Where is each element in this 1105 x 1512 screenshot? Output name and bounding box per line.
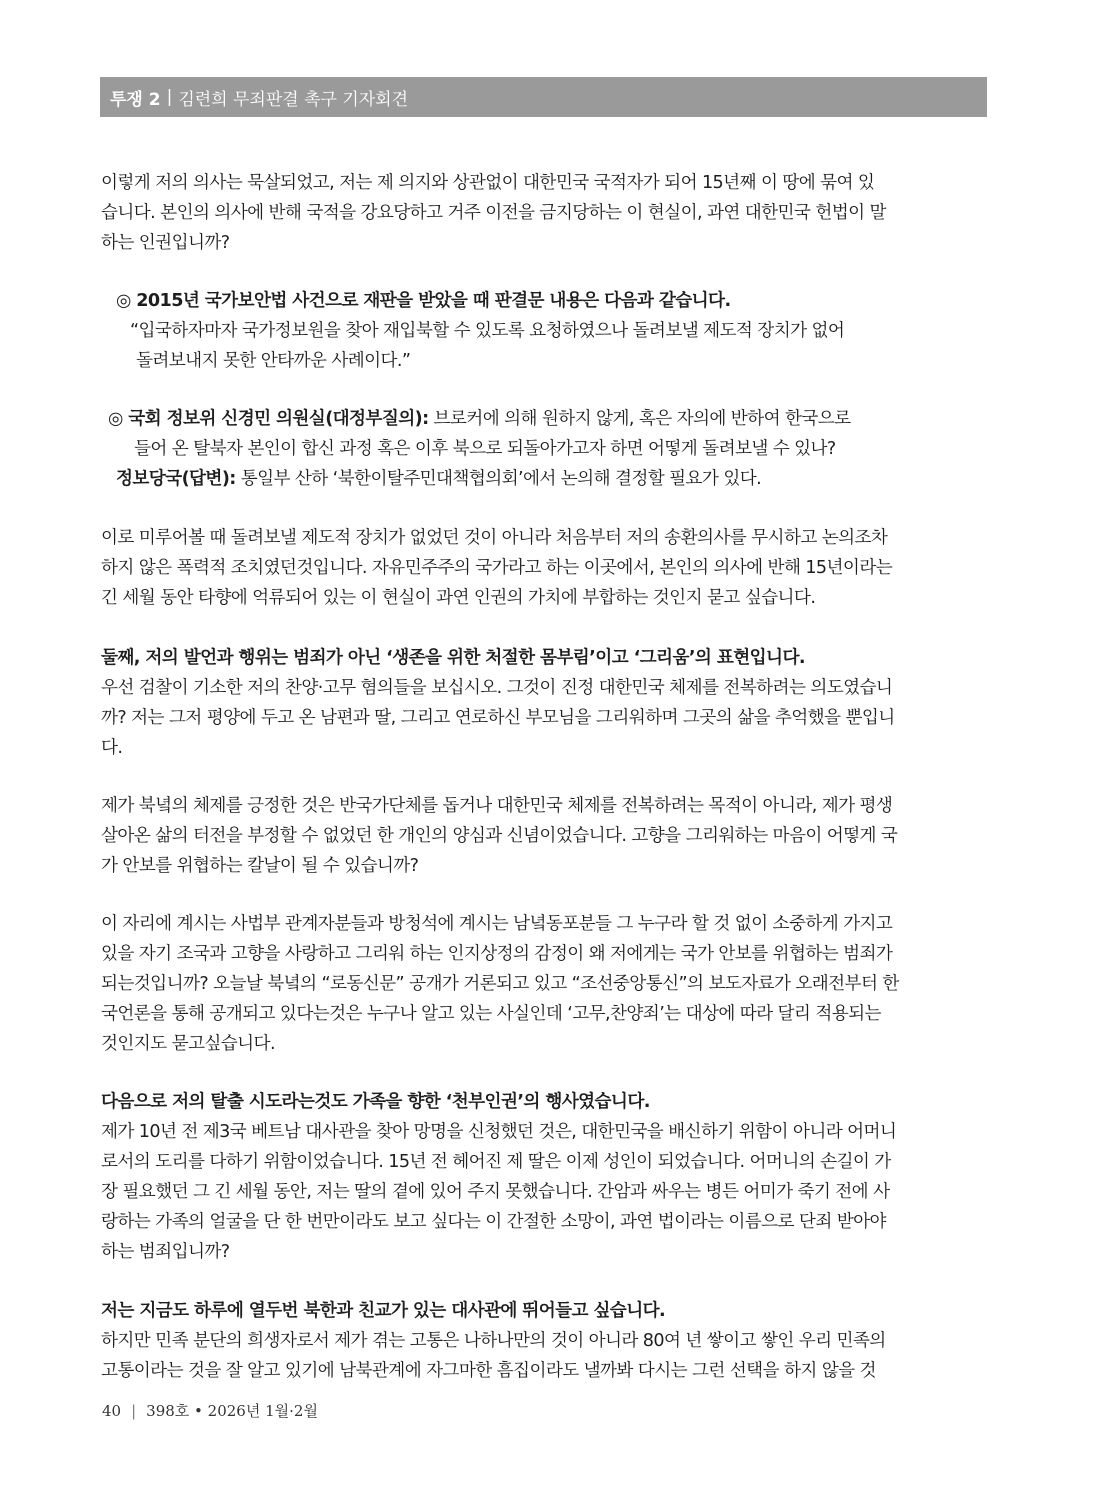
text-line: 하지 않은 폭력적 조치였던것입니다. 자유민주주의 국가라고 하는 이곳에서, 본인의 의사에 반해 15년이라는 xyxy=(101,558,893,578)
text-line: 습니다. 본인의 의사에 반해 국적을 강요당하고 거주 이전을 금지당하는 이 현실이, 과연 대한민국 헌법이 말 xyxy=(101,203,886,223)
text-line: 하는 인권입니까? xyxy=(101,233,230,253)
subheading-second: 둘째, 저의 발언과 행위는 범죄가 아닌 ‘생존을 위한 처절한 몸부림’이고 ‘그리움’의 표현입니다. xyxy=(101,648,805,668)
assembly-heading-rest: 브로커에 의해 원하지 않게, 혹은 자의에 반하여 한국으로 xyxy=(428,409,851,429)
text-line: 하는 범죄입니까? xyxy=(101,1242,230,1262)
answer-text: 통일부 산하 ‘북한이탈주민대책협의회’에서 논의해 결정할 필요가 있다. xyxy=(235,469,762,489)
assembly-heading-line xyxy=(108,404,1003,435)
subheading-embassy: 저는 지금도 하루에 열두번 북한과 친교가 있는 대사관에 뛰어들고 싶습니다. xyxy=(101,1301,666,1321)
section-title: 김련희 무죄판결 촉구 기자회견 xyxy=(178,89,409,110)
text-line: 우선 검찰이 기소한 저의 찬양·고무 혐의들을 보십시오. 그것이 진정 대한민국 체제를 전복하려는 의도였습니 xyxy=(101,678,893,698)
header-separator: | xyxy=(166,87,173,107)
assembly-heading: ◎ 국회 정보위 신경민 의원실(대정부질의): xyxy=(108,409,429,429)
answer-label: 정보당국(답변): xyxy=(116,469,236,489)
section-header-bar xyxy=(100,77,987,117)
text-line: 까? 저는 그저 평양에 두고 온 남편과 딸, 그리고 연로하신 부모님을 그리워하며 그곳의 삶을 추억했을 뿐입니 xyxy=(101,708,895,728)
text-line: 들어 온 탈북자 본인이 합신 과정 혹은 이후 북으로 되돌아가고자 하면 어떻게 돌려보낼 수 있나? xyxy=(134,439,836,459)
text-line: 돌려보내지 못한 안타까운 사례이다.” xyxy=(136,351,411,371)
text-line: 되는것입니까? 오늘날 북녘의 “로동신문” 공개가 거론되고 있고 “조선중앙통신”의 보도자료가 오래전부터 한 xyxy=(101,974,899,994)
text-line: 가 안보를 위협하는 칼날이 될 수 있습니까? xyxy=(101,856,419,876)
answer-line xyxy=(116,464,1011,495)
text-line: 국언론을 통해 공개되고 있다는것은 누구나 알고 있는 사실인데 ‘고무,찬양죄’는 대상에 따라 달리 적용되는 xyxy=(101,1004,881,1024)
text-line: 고통이라는 것을 잘 알고 있기에 남북관계에 자그마한 흠집이라도 낼까봐 다시는 그런 선택을 하지 않을 것 xyxy=(101,1361,876,1381)
text-line: “입국하자마자 국가정보원을 찾아 재입북할 수 있도록 요청하였으나 돌려보낼 제도적 장치가 없어 xyxy=(130,321,845,341)
footer-separator: | xyxy=(131,1402,137,1420)
page-footer xyxy=(102,1400,318,1421)
text-line: 제가 10년 전 제3국 베트남 대사관을 찾아 망명을 신청했던 것은, 대한민국을 배신하기 위함이 아니라 어머니 xyxy=(101,1122,897,1142)
subheading-escape: 다음으로 저의 탈출 시도라는것도 가족을 향한 ‘천부인권’의 행사였습니다. xyxy=(101,1092,650,1112)
text-line: 장 필요했던 그 긴 세월 동안, 저는 딸의 곁에 있어 주지 못했습니다. 간암과 싸우는 병든 어미가 죽기 전에 사 xyxy=(101,1182,890,1202)
section-label: 투쟁 2 xyxy=(110,89,161,110)
text-line: 랑하는 가족의 얼굴을 단 한 번만이라도 보고 싶다는 이 간절한 소망이, 과연 법이라는 이름으로 단죄 받아야 xyxy=(101,1212,886,1232)
issue-info: 398호 • 2026년 1월·2월 xyxy=(146,1402,318,1420)
text-line: 있을 자기 조국과 고향을 사랑하고 그리워 하는 인지상정의 감정이 왜 저에게는 국가 안보를 위협하는 범죄가 xyxy=(101,944,893,964)
verdict-heading: ◎ 2015년 국가보안법 사건으로 재판을 받았을 때 판결문 내용은 다음과 같습니다. xyxy=(116,291,731,311)
text-line: 긴 세월 동안 타향에 억류되어 있는 이 현실이 과연 인권의 가치에 부합하는 것인지 묻고 싶습니다. xyxy=(101,588,816,608)
text-line: 하지만 민족 분단의 희생자로서 제가 겪는 고통은 나하나만의 것이 아니라 80여 년 쌓이고 쌓인 우리 민족의 xyxy=(101,1331,886,1351)
text-line: 이로 미루어볼 때 돌려보낼 제도적 장치가 없었던 것이 아니라 처음부터 저의 송환의사를 무시하고 논의조차 xyxy=(101,528,888,548)
text-line: 것인지도 묻고싶습니다. xyxy=(101,1034,275,1054)
page-number: 40 xyxy=(102,1402,122,1420)
text-line: 살아온 삶의 터전을 부정할 수 없었던 한 개인의 양심과 신념이었습니다. 고향을 그리워하는 마음이 어떻게 국 xyxy=(101,826,898,846)
text-line: 다. xyxy=(101,738,123,758)
text-line: 로서의 도리를 다하기 위함이었습니다. 15년 전 헤어진 제 딸은 이제 성인이 되었습니다. 어머니의 손길이 가 xyxy=(101,1152,891,1172)
text-line: 이렇게 저의 의사는 묵살되었고, 저는 제 의지와 상관없이 대한민국 국적자가 되어 15년째 이 땅에 묶여 있 xyxy=(101,173,875,193)
text-line: 제가 북녘의 체제를 긍정한 것은 반국가단체를 돕거나 대한민국 체제를 전복하려는 목적이 아니라, 제가 평생 xyxy=(101,796,893,816)
text-line: 이 자리에 계시는 사법부 관계자분들과 방청석에 계시는 남녘동포분들 그 누구라 할 것 없이 소중하게 가지고 xyxy=(101,914,893,934)
